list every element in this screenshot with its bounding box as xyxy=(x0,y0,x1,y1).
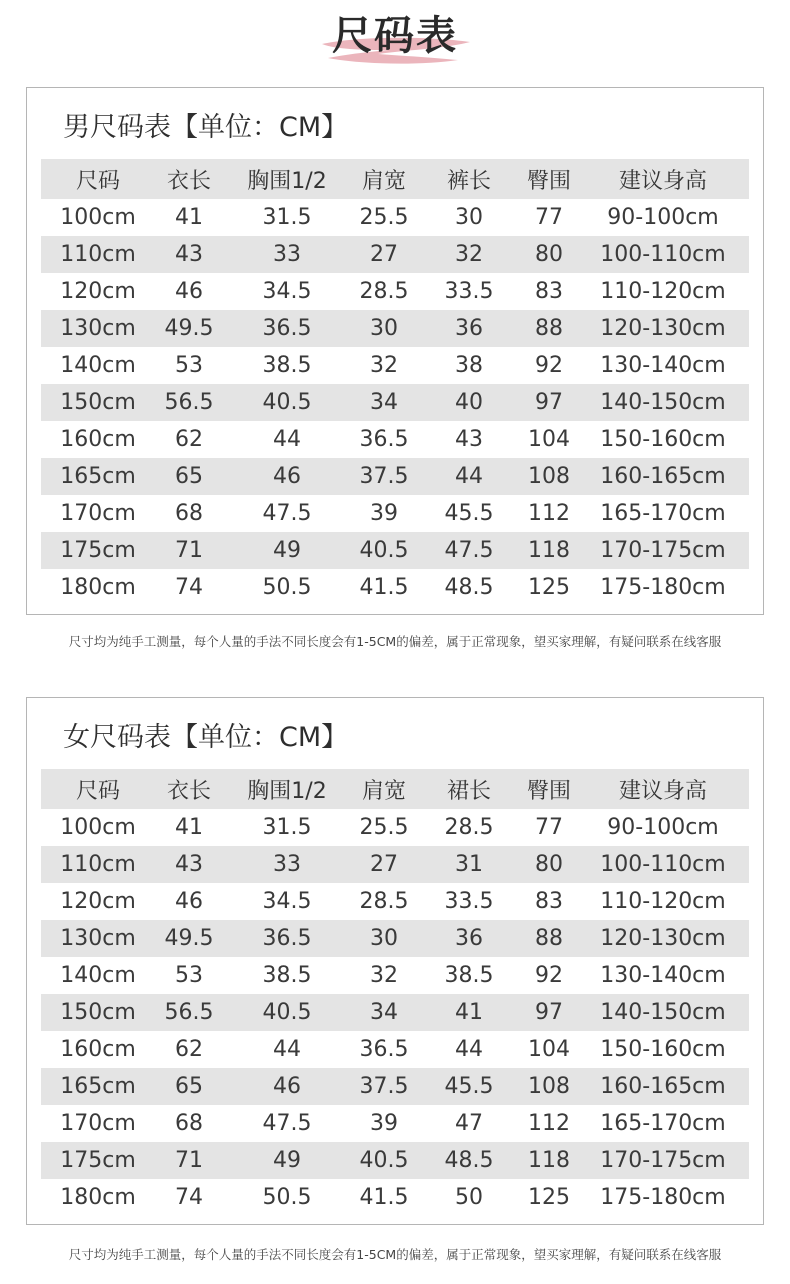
table-cell: 46 xyxy=(273,1074,301,1099)
table-cell: 28.5 xyxy=(444,815,494,840)
table-cell: 32 xyxy=(370,963,398,988)
table-cell: 140cm xyxy=(60,353,136,378)
table-cell: 104 xyxy=(528,427,570,452)
column-header: 尺码 xyxy=(75,168,120,194)
table-row xyxy=(41,883,749,920)
table-cell: 170cm xyxy=(60,501,136,526)
table-cell: 175-180cm xyxy=(600,1185,726,1210)
table-cell: 34 xyxy=(370,390,398,415)
table-cell: 90-100cm xyxy=(607,205,719,230)
table-cell: 92 xyxy=(535,963,563,988)
column-header: 建议身高 xyxy=(618,168,707,194)
table-cell: 62 xyxy=(175,1037,203,1062)
women-size-table xyxy=(41,769,749,1216)
table-cell: 30 xyxy=(455,205,483,230)
table-cell: 50 xyxy=(455,1185,483,1210)
table-cell: 36.5 xyxy=(359,1037,409,1062)
page-header xyxy=(0,0,790,78)
table-cell: 44 xyxy=(273,427,301,452)
table-cell: 36.5 xyxy=(359,427,409,452)
table-cell: 40 xyxy=(455,390,483,415)
column-header: 胸围1/2 xyxy=(247,778,327,804)
table-cell: 41.5 xyxy=(359,1185,409,1210)
column-header: 衣长 xyxy=(166,778,211,804)
table-cell: 108 xyxy=(528,464,570,489)
table-cell: 170-175cm xyxy=(600,1148,726,1173)
table-cell: 130-140cm xyxy=(600,963,726,988)
table-cell: 50.5 xyxy=(262,1185,312,1210)
table-cell: 30 xyxy=(370,926,398,951)
table-cell: 77 xyxy=(535,815,563,840)
table-row xyxy=(41,1142,749,1179)
table-cell: 74 xyxy=(175,1185,203,1210)
table-cell: 46 xyxy=(273,464,301,489)
table-cell: 175cm xyxy=(60,1148,136,1173)
table-row xyxy=(41,994,749,1031)
table-cell: 97 xyxy=(535,1000,563,1025)
table-cell: 41.5 xyxy=(359,575,409,600)
table-cell: 27 xyxy=(370,242,398,267)
table-row xyxy=(41,1031,749,1068)
men-table-header xyxy=(41,159,749,199)
table-cell: 33 xyxy=(273,242,301,267)
table-cell: 74 xyxy=(175,575,203,600)
table-cell: 83 xyxy=(535,889,563,914)
table-cell: 68 xyxy=(175,501,203,526)
table-cell: 49.5 xyxy=(164,316,214,341)
table-cell: 150-160cm xyxy=(600,1037,726,1062)
table-cell: 50.5 xyxy=(262,575,312,600)
table-row xyxy=(41,384,749,421)
table-cell: 45.5 xyxy=(444,501,494,526)
table-row xyxy=(41,532,749,569)
table-cell: 44 xyxy=(455,1037,483,1062)
table-cell: 30 xyxy=(370,316,398,341)
table-cell: 77 xyxy=(535,205,563,230)
table-cell: 160cm xyxy=(60,1037,136,1062)
men-size-table xyxy=(41,159,749,606)
table-cell: 25.5 xyxy=(359,205,409,230)
column-header: 裤长 xyxy=(446,168,491,194)
table-cell: 118 xyxy=(528,1148,570,1173)
table-cell: 47.5 xyxy=(444,538,494,563)
table-cell: 83 xyxy=(535,279,563,304)
column-header: 肩宽 xyxy=(361,778,406,804)
table-cell: 170cm xyxy=(60,1111,136,1136)
table-cell: 118 xyxy=(528,538,570,563)
men-table-title: 男尺码表【单位：CM】 xyxy=(63,112,349,143)
table-cell: 43 xyxy=(175,852,203,877)
table-cell: 104 xyxy=(528,1037,570,1062)
table-row xyxy=(41,809,749,846)
table-cell: 150-160cm xyxy=(600,427,726,452)
table-cell: 160cm xyxy=(60,427,136,452)
women-table-header xyxy=(41,769,749,809)
men-size-card xyxy=(26,87,764,615)
table-cell: 100-110cm xyxy=(600,852,726,877)
men-measurement-note: 尺寸均为纯手工测量，每个人量的手法不同长度会有1-5CM的偏差，属于正常现象，望买家理解，有疑问联系在线客服 xyxy=(68,634,722,649)
table-cell: 110-120cm xyxy=(600,889,726,914)
table-cell: 32 xyxy=(455,242,483,267)
table-cell: 175-180cm xyxy=(600,575,726,600)
column-header: 衣长 xyxy=(166,168,211,194)
table-cell: 65 xyxy=(175,464,203,489)
table-cell: 180cm xyxy=(60,575,136,600)
table-cell: 27 xyxy=(370,852,398,877)
table-cell: 49 xyxy=(273,1148,301,1173)
table-cell: 130-140cm xyxy=(600,353,726,378)
table-cell: 165-170cm xyxy=(600,501,726,526)
table-cell: 53 xyxy=(175,963,203,988)
table-cell: 165cm xyxy=(60,1074,136,1099)
table-row xyxy=(41,421,749,458)
table-cell: 36.5 xyxy=(262,316,312,341)
table-cell: 100-110cm xyxy=(600,242,726,267)
table-cell: 110cm xyxy=(60,242,136,267)
women-measurement-note: 尺寸均为纯手工测量，每个人量的手法不同长度会有1-5CM的偏差，属于正常现象，望买家理解，有疑问联系在线客服 xyxy=(68,1247,722,1262)
table-cell: 32 xyxy=(370,353,398,378)
table-cell: 49 xyxy=(273,538,301,563)
table-cell: 125 xyxy=(528,575,570,600)
column-header: 裙长 xyxy=(446,778,491,804)
table-cell: 120cm xyxy=(60,889,136,914)
table-cell: 56.5 xyxy=(164,1000,214,1025)
table-row xyxy=(41,569,749,606)
table-cell: 33.5 xyxy=(444,889,494,914)
table-cell: 39 xyxy=(370,1111,398,1136)
table-cell: 150cm xyxy=(60,1000,136,1025)
table-cell: 140-150cm xyxy=(600,1000,726,1025)
table-cell: 38 xyxy=(455,353,483,378)
table-cell: 160-165cm xyxy=(600,464,726,489)
table-cell: 88 xyxy=(535,316,563,341)
table-cell: 40.5 xyxy=(262,390,312,415)
table-cell: 44 xyxy=(273,1037,301,1062)
table-row xyxy=(41,310,749,347)
table-cell: 34.5 xyxy=(262,279,312,304)
table-cell: 39 xyxy=(370,501,398,526)
table-cell: 120cm xyxy=(60,279,136,304)
table-cell: 165-170cm xyxy=(600,1111,726,1136)
table-cell: 160-165cm xyxy=(600,1074,726,1099)
table-cell: 120-130cm xyxy=(600,316,726,341)
table-row xyxy=(41,1179,749,1216)
table-cell: 38.5 xyxy=(262,963,312,988)
table-cell: 175cm xyxy=(60,538,136,563)
table-cell: 62 xyxy=(175,427,203,452)
table-cell: 37.5 xyxy=(359,464,409,489)
table-cell: 49.5 xyxy=(164,926,214,951)
table-cell: 68 xyxy=(175,1111,203,1136)
table-cell: 28.5 xyxy=(359,889,409,914)
table-cell: 37.5 xyxy=(359,1074,409,1099)
women-size-card xyxy=(26,697,764,1225)
table-cell: 120-130cm xyxy=(600,926,726,951)
table-cell: 38.5 xyxy=(444,963,494,988)
column-header: 建议身高 xyxy=(618,778,707,804)
table-cell: 31.5 xyxy=(262,205,312,230)
table-cell: 47.5 xyxy=(262,501,312,526)
table-row xyxy=(41,846,749,883)
table-cell: 65 xyxy=(175,1074,203,1099)
table-cell: 108 xyxy=(528,1074,570,1099)
table-cell: 34.5 xyxy=(262,889,312,914)
table-cell: 112 xyxy=(528,1111,570,1136)
table-row xyxy=(41,236,749,273)
table-cell: 90-100cm xyxy=(607,815,719,840)
table-cell: 56.5 xyxy=(164,390,214,415)
table-cell: 31 xyxy=(455,852,483,877)
table-row xyxy=(41,273,749,310)
table-cell: 140-150cm xyxy=(600,390,726,415)
table-cell: 45.5 xyxy=(444,1074,494,1099)
table-cell: 41 xyxy=(175,205,203,230)
table-cell: 40.5 xyxy=(262,1000,312,1025)
table-cell: 28.5 xyxy=(359,279,409,304)
table-cell: 165cm xyxy=(60,464,136,489)
table-row xyxy=(41,957,749,994)
table-row xyxy=(41,199,749,236)
table-cell: 25.5 xyxy=(359,815,409,840)
table-cell: 47.5 xyxy=(262,1111,312,1136)
table-cell: 33.5 xyxy=(444,279,494,304)
table-row xyxy=(41,347,749,384)
table-cell: 180cm xyxy=(60,1185,136,1210)
table-cell: 53 xyxy=(175,353,203,378)
table-cell: 44 xyxy=(455,464,483,489)
table-cell: 31.5 xyxy=(262,815,312,840)
table-cell: 80 xyxy=(535,852,563,877)
table-cell: 41 xyxy=(455,1000,483,1025)
women-table-title: 女尺码表【单位：CM】 xyxy=(63,722,349,753)
table-cell: 88 xyxy=(535,926,563,951)
table-cell: 140cm xyxy=(60,963,136,988)
table-cell: 110-120cm xyxy=(600,279,726,304)
table-cell: 36 xyxy=(455,316,483,341)
column-header: 胸围1/2 xyxy=(247,168,327,194)
table-cell: 97 xyxy=(535,390,563,415)
table-cell: 33 xyxy=(273,852,301,877)
table-cell: 43 xyxy=(455,427,483,452)
table-cell: 34 xyxy=(370,1000,398,1025)
table-cell: 46 xyxy=(175,889,203,914)
table-cell: 38.5 xyxy=(262,353,312,378)
table-cell: 71 xyxy=(175,1148,203,1173)
table-cell: 92 xyxy=(535,353,563,378)
table-row xyxy=(41,495,749,532)
column-header: 臀围 xyxy=(526,168,571,194)
table-cell: 100cm xyxy=(60,815,136,840)
table-cell: 46 xyxy=(175,279,203,304)
table-cell: 41 xyxy=(175,815,203,840)
table-cell: 80 xyxy=(535,242,563,267)
table-cell: 36 xyxy=(455,926,483,951)
table-cell: 125 xyxy=(528,1185,570,1210)
table-cell: 36.5 xyxy=(262,926,312,951)
table-row xyxy=(41,1105,749,1142)
table-row xyxy=(41,920,749,957)
column-header: 肩宽 xyxy=(361,168,406,194)
table-cell: 40.5 xyxy=(359,1148,409,1173)
page-title: 尺码表 xyxy=(332,13,458,59)
table-cell: 150cm xyxy=(60,390,136,415)
table-cell: 40.5 xyxy=(359,538,409,563)
column-header: 尺码 xyxy=(75,778,120,804)
table-cell: 170-175cm xyxy=(600,538,726,563)
table-row xyxy=(41,1068,749,1105)
table-cell: 47 xyxy=(455,1111,483,1136)
table-cell: 112 xyxy=(528,501,570,526)
table-cell: 48.5 xyxy=(444,1148,494,1173)
column-header: 臀围 xyxy=(526,778,571,804)
table-row xyxy=(41,458,749,495)
table-cell: 110cm xyxy=(60,852,136,877)
table-cell: 100cm xyxy=(60,205,136,230)
table-cell: 48.5 xyxy=(444,575,494,600)
table-cell: 130cm xyxy=(60,316,136,341)
table-cell: 71 xyxy=(175,538,203,563)
table-cell: 130cm xyxy=(60,926,136,951)
table-cell: 43 xyxy=(175,242,203,267)
